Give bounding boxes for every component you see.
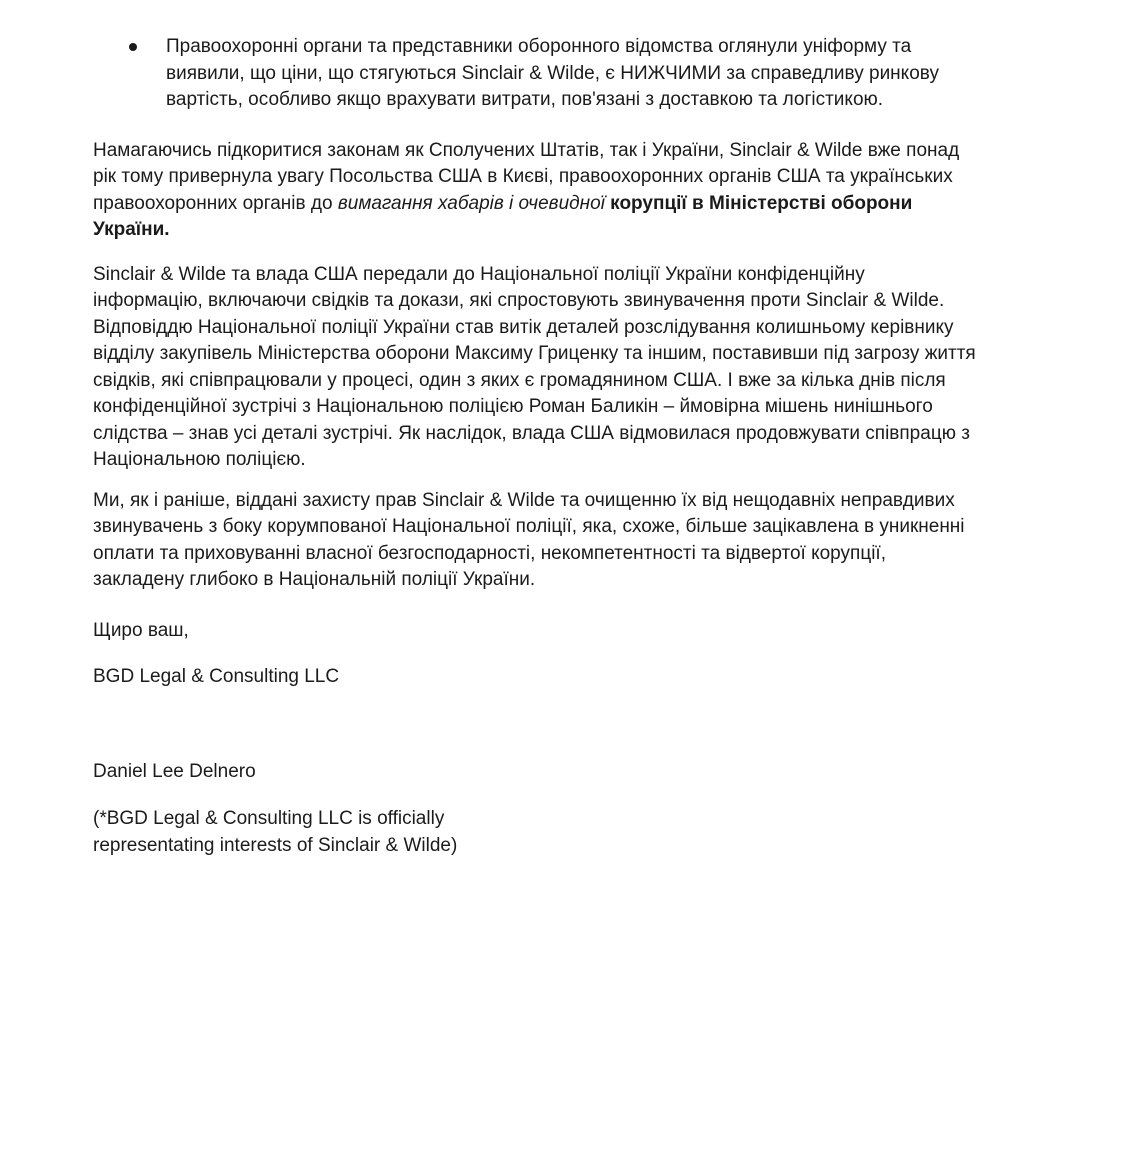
closing-salutation: Щиро ваш, [93,619,189,641]
bullet-item-text: Правоохоронні органи та представники оборонного відомства оглянули уніформу та виявили, що ціни, що стягуються Sinclair & Wilde, є НИЖЧИМИ за справедливу ринкову вартість, особливо якщо врахувати витрати, пов'язані з доставкою та логістикою. [166,36,939,110]
representation-footnote: (*BGD Legal & Consulting LLC is officially representating interests of Sinclair & Wilde) [93,808,458,856]
paragraph-compliance-italic-phrase: вимагання хабарів і очевидної [337,192,605,214]
paragraph-cooperation-leak: Sinclair & Wilde та влада США передали до Національної поліції України конфіденційну інформацію, включаючи свідків та докази, які спростовують звинувачення проти Sinclair & Wilde. Відповіддю Національної поліції України став витік деталей розслідування колишньому керівнику відділу закупівель Міністерства оборони Максиму Гриценку та іншим, поставивши під загрозу життя свідків, які співпрацювали у процесі, один з яких є громадянином США. І вже за кілька днів після конфіденційної зустрічі з Національною поліцією Роман Баликін – ймовірна мішень нинішнього слідства – знав усі деталі зустрічі. Як наслідок, влада США відмовилася продовжувати співпрацю з Національною поліцією. [93,263,976,470]
paragraph-compliance-bold-phrase: корупції в Міністерстві оборони України. [93,192,913,240]
paragraph-compliance-lead: Намагаючись підкоритися законам як Сполучених Штатів, так і України, Sinclair & Wilde вже понад рік тому привернула увагу Посольства США в Києві, правоохоронних органів США та українських правоохоронних органів до [93,139,960,214]
bullet-dot-icon [129,43,137,51]
paragraph-commitment: Ми, як і раніше, віддані захисту прав Sinclair & Wilde та очищенню їх від нещодавніх неправдивих звинувачень з боку корумпованої Національної поліції, яка, схоже, більше зацікавлена в уникненні оплати та приховуванні власної безгосподарності, некомпетентності та відвертої корупції, закладену глибоко в Національній поліції України. [93,489,965,590]
bullet-list-item [93,34,976,114]
company-name: BGD Legal & Consulting LLC [93,666,340,687]
paragraph-legal-compliance [93,138,976,244]
signer-name: Daniel Lee Delnero [93,760,256,782]
